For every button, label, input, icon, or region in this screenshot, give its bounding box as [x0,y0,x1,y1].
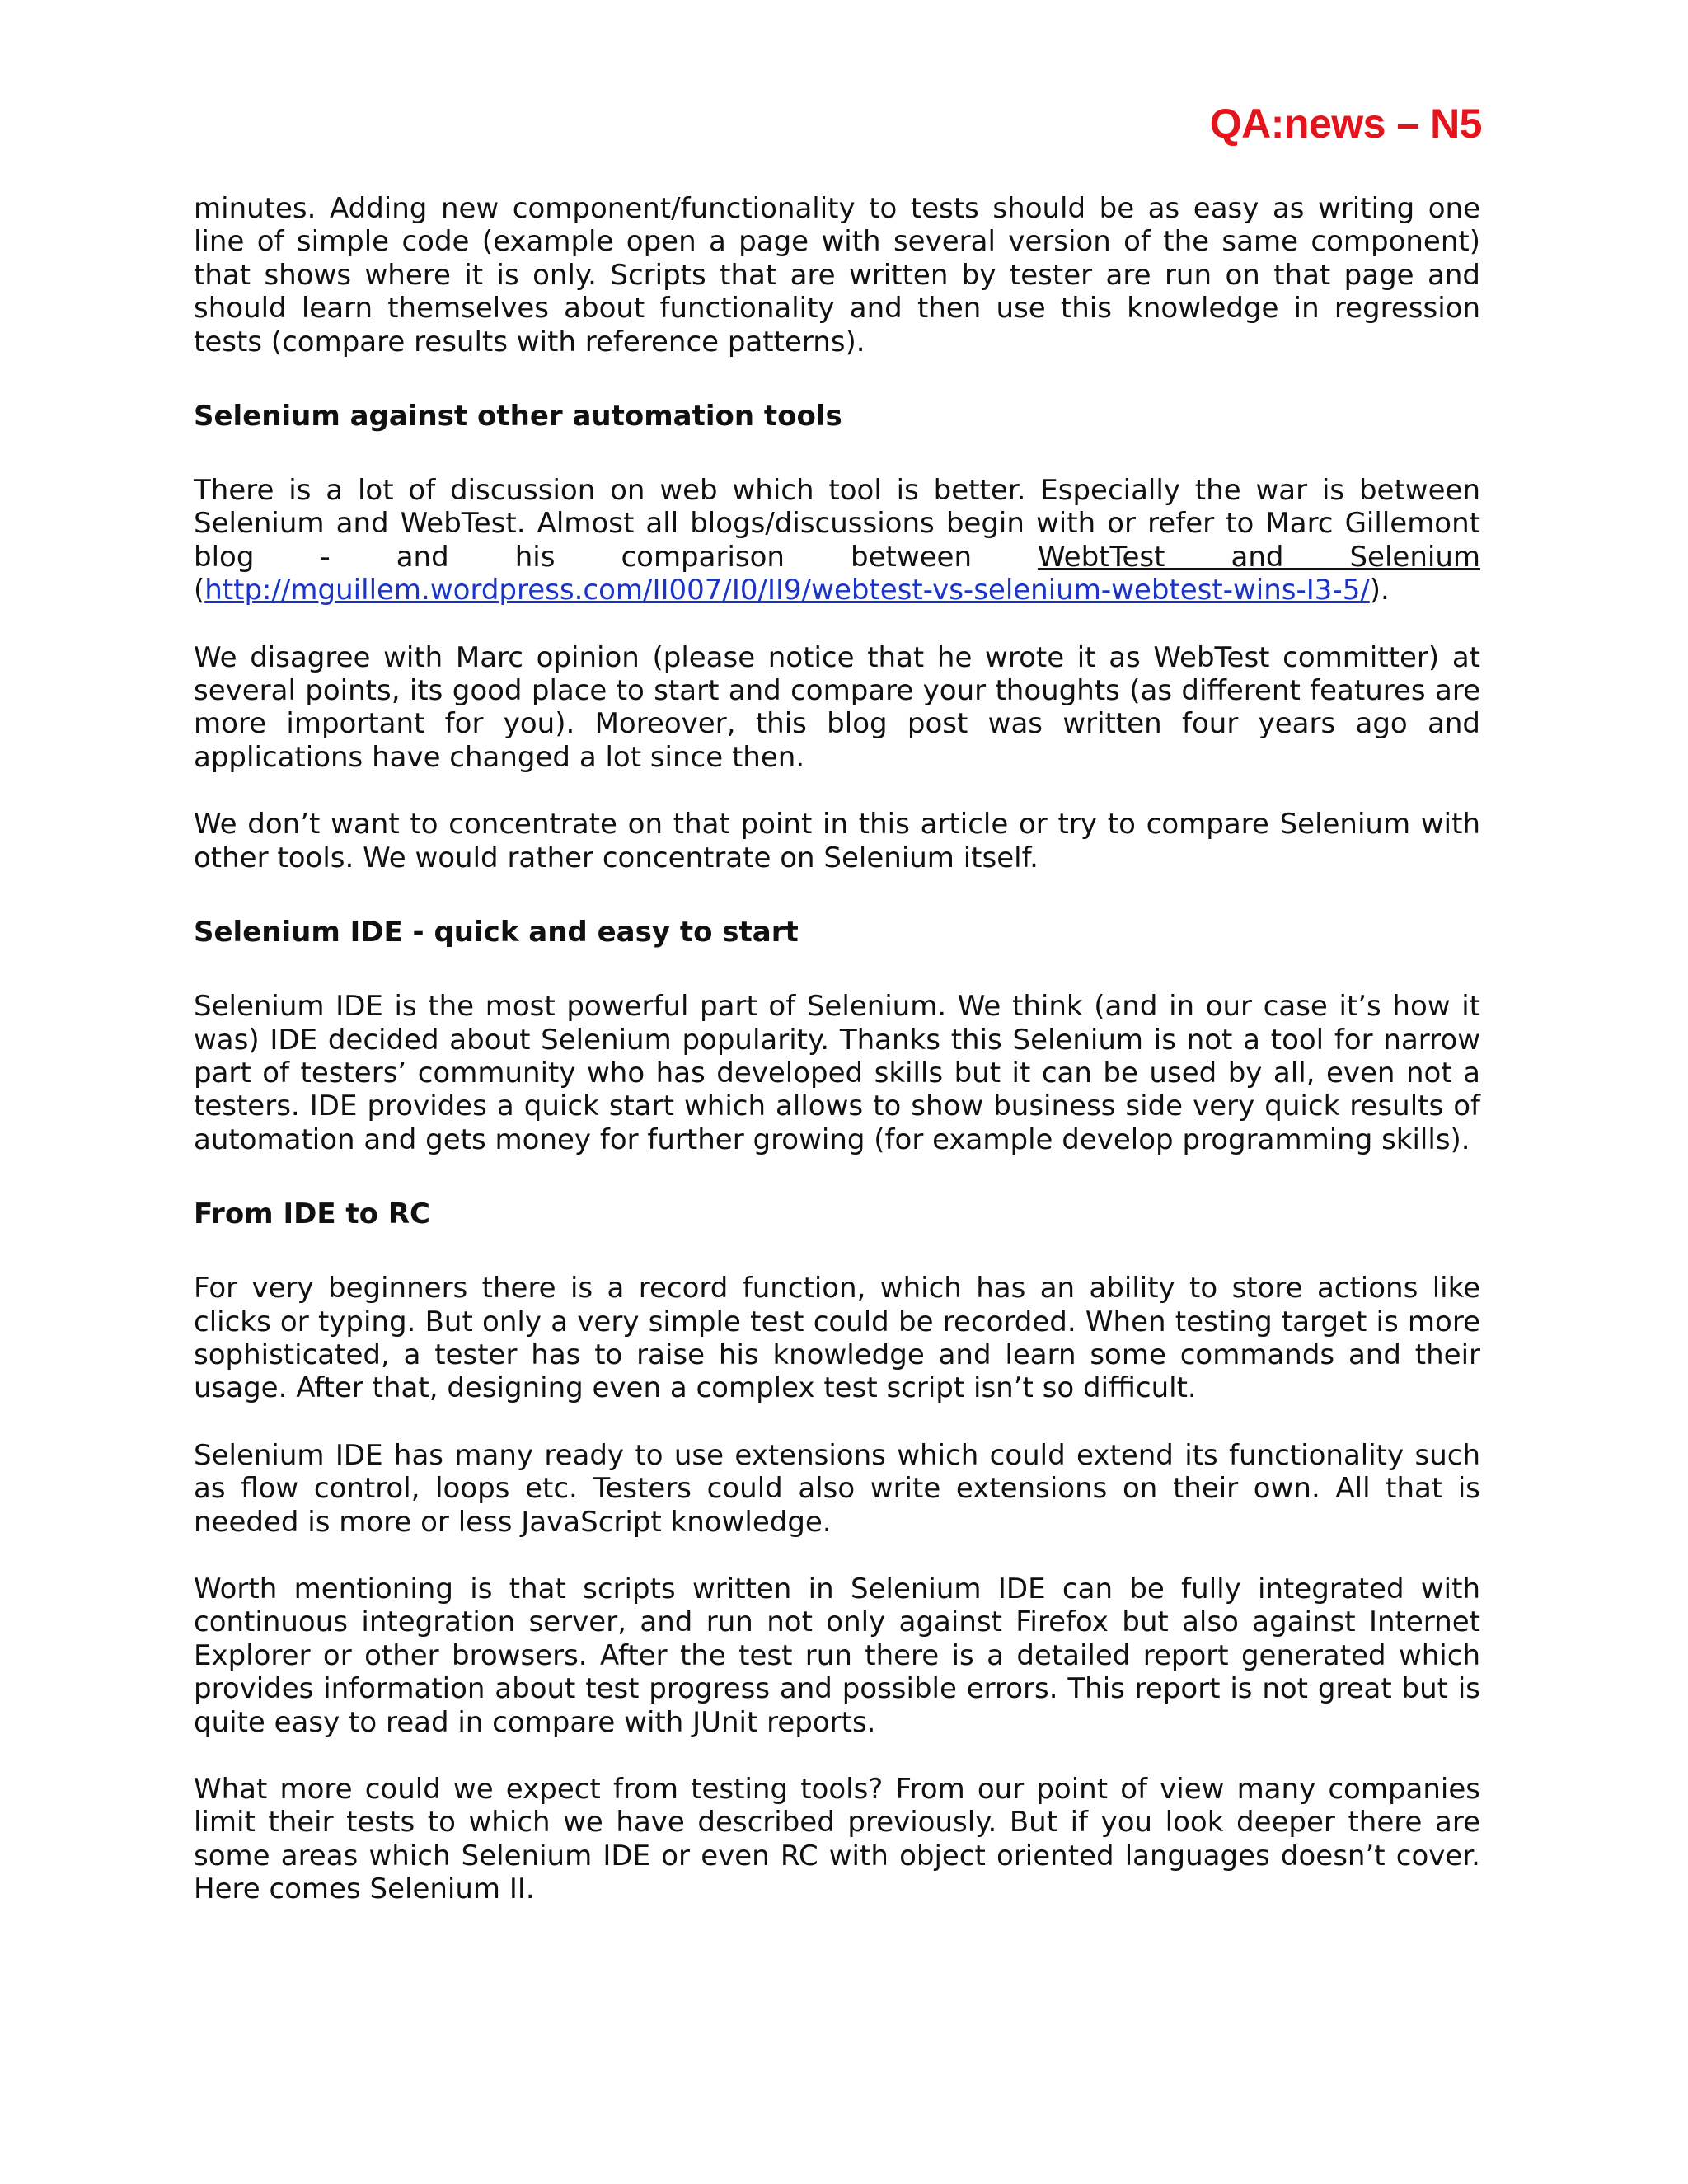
comparison-paragraph-1-text: There is a lot of discussion on web which tool is better. Especially the war is between Selenium and WebTest. Almost all blogs/discussions begin with or refer to Marc Gillemont blog - and his comparison between [194,474,1480,574]
comparison-paragraph-3: We don’t want to concentrate on that point in this article or try to compare Selenium with other tools. We would rather concentrate on Selenium itself. [194,808,1480,874]
comparison-open-paren: ( [194,574,205,607]
mguillem-blog-link[interactable]: http://mguillem.wordpress.com/II007/I0/II9/webtest-vs-selenium-webtest-wins-I3-5/ [204,574,1370,607]
section-heading-ide: Selenium IDE - quick and easy to start [194,916,799,949]
rc-paragraph-1: For very beginners there is a record function, which has an ability to store actions like clicks or typing. But only a very simple test could be recorded. When testing target is more sophisticated, a tester has to raise his knowledge and learn some commands and their usage. After that, designing even a complex test script isn’t so difficult. [194,1272,1480,1405]
section-heading-rc: From IDE to RC [194,1197,430,1231]
comparison-paragraph-1 [194,474,1480,607]
article-body [194,192,1480,1940]
comparison-close-paren: ). [1369,574,1390,607]
ide-paragraph-1: Selenium IDE is the most powerful part of Selenium. We think (and in our case it’s how it was) IDE decided about Selenium popularity. Thanks this Selenium is not a tool for narrow part of testers’ community who has developed skills but it can be used by all, even not a testers. IDE provides a quick start which allows to show business side very quick results of automation and gets money for further growing (for example develop programming skills). [194,990,1480,1156]
comparison-underlined-title: WebtTest and Selenium [1038,540,1480,574]
comparison-paragraph-2: We disagree with Marc opinion (please notice that he wrote it as WebTest committer) at several points, its good place to start and compare your thoughts (as different features are more important for you). Moreover, this blog post was written four years ago and applications have changed a lot since then. [194,640,1480,774]
rc-paragraph-3: Worth mentioning is that scripts written in Selenium IDE can be fully integrated with continuous integration server, and run not only against Firefox but also against Internet Explorer or other browsers. After the test run there is a detailed report generated which provides information about test progress and possible errors. This report is not great but is quite easy to read in compare with JUnit reports. [194,1572,1480,1739]
rc-paragraph-2: Selenium IDE has many ready to use extensions which could extend its functionality such as flow control, loops etc. Testers could also write extensions on their own. All that is needed is more or less JavaScript knowledge. [194,1438,1480,1539]
section-heading-comparison: Selenium against other automation tools [194,400,842,434]
rc-paragraph-4: What more could we expect from testing tools? From our point of view many companies limit their tests to which we have described previously. But if you look deeper there are some areas which Selenium IDE or even RC with object oriented languages doesn’t cover. Here comes Selenium II. [194,1773,1480,1906]
intro-paragraph: minutes. Adding new component/functionality to tests should be as easy as writing one line of simple code (example open a page with several version of the same component) that shows where it is only. Scripts that are written by tester are run on that page and should learn themselves about functionality and then use this knowledge in regression tests (compare results with reference patterns). [194,192,1480,359]
newsletter-header-title: QA:news – N5 [1209,101,1482,147]
